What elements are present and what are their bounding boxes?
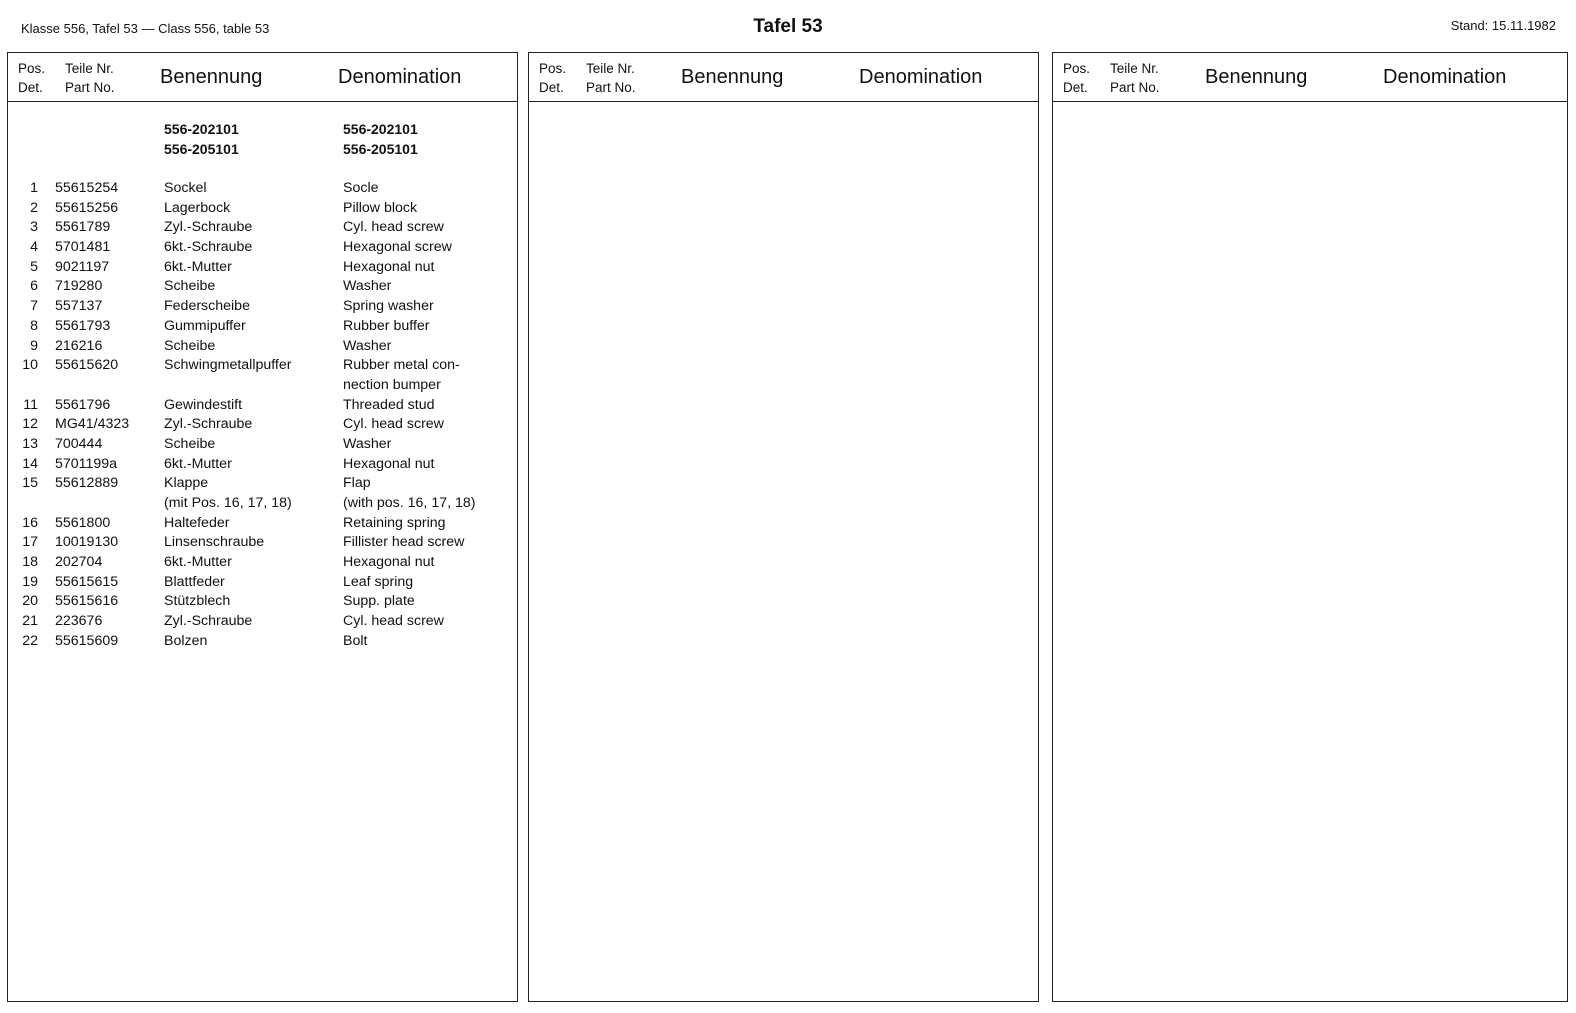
part-number: 55615609 [55,632,119,649]
denomination-text: Bolt [343,632,368,649]
pos-number: 22 [22,632,38,649]
pos-number: 4 [30,239,38,256]
parts-panel-2 [528,52,1039,1002]
denomination-header: Denomination [859,66,983,88]
table-row [8,514,517,534]
table-row [8,218,517,238]
table-row [8,277,517,297]
table-row [8,474,517,513]
benennung-text: Gewindestift [164,396,243,413]
denomination-cell [343,553,435,573]
denomination-cell [343,258,435,278]
column-header [8,53,517,102]
table-row [8,317,517,337]
part-number: 55615256 [55,199,119,216]
benennung-header: Benennung [1205,66,1308,88]
benennung-cell [164,612,252,632]
benennung-text: Haltefeder [164,514,230,531]
benennung-text: Blattfeder [164,573,225,590]
part-header-en: Part No. [1110,80,1160,95]
benennung-cell [164,199,230,219]
benennung-text: Scheibe [164,337,216,354]
pos-number: 8 [30,317,38,334]
column-header [1053,53,1567,102]
table-row [8,455,517,475]
denomination-header: Denomination [1383,66,1507,88]
benennung-cell [164,258,232,278]
denomination-text: Cyl. head screw [343,416,444,433]
benennung-cell [164,553,232,573]
class-table-label: Klasse 556, Tafel 53 — Class 556, table 53 [21,21,270,36]
pos-header-en: Det. [539,80,564,95]
table-row [8,396,517,416]
denomination-text: nection bumper [343,376,441,393]
benennung-text: Sockel [164,180,207,196]
benennung-header: Benennung [681,66,784,88]
benennung-cell [164,356,292,376]
panel-body [8,102,517,1002]
part-number: 55615254 [55,180,119,196]
pos-number: 20 [22,593,38,610]
benennung-cell [164,533,264,553]
pos-number: 15 [22,475,38,492]
pos-header [1063,59,1090,97]
denomination-text: Retaining spring [343,514,446,531]
part-number: 55615616 [55,593,119,610]
denomination-cell [343,533,464,553]
page-title: Tafel 53 [753,16,823,37]
part-number: 700444 [55,435,103,452]
pos-number: 16 [22,514,38,531]
pos-header-en: Det. [18,80,43,95]
part-number: 216216 [55,337,103,354]
part-header [586,59,636,97]
denomination-text: Cyl. head screw [343,219,444,236]
pos-number: 10 [22,357,38,374]
table-row [8,238,517,258]
part-number: 5701199a [55,455,118,472]
pos-header-en: Det. [1063,80,1088,95]
denomination-cell [343,573,413,593]
parts-panel-1 [7,52,518,1002]
table-row [8,179,517,199]
column-header [529,53,1038,102]
pos-header-de: Pos. [539,61,567,76]
pos-number: 5 [30,258,38,275]
part-header [65,59,115,97]
denomination-cell [343,356,460,395]
benennung-text: Zyl.-Schraube [164,613,253,630]
benennung-cell [164,632,207,652]
denomination-text: Supp. plate [343,593,415,610]
subgroup-row [164,139,504,159]
table-row [8,592,517,612]
denomination-text: Flap [343,475,371,492]
denomination-cell [343,592,415,612]
part-number: 5561796 [55,396,111,413]
pos-number: 13 [22,435,38,452]
pos-number: 19 [22,573,38,590]
table-row [8,337,517,357]
pos-number: 2 [30,199,38,216]
benennung-text: Zyl.-Schraube [164,416,253,433]
denomination-text: Hexagonal nut [343,455,435,472]
benennung-text: 6kt.-Schraube [164,239,253,256]
benennung-cell [164,238,252,258]
benennung-cell [164,514,229,534]
denomination-cell [343,612,444,632]
benennung-text: 6kt.-Mutter [164,258,232,275]
table-row [8,199,517,219]
table-row [8,533,517,553]
pos-header-de: Pos. [18,61,46,76]
panel-body-empty [1053,102,1567,1002]
parts-list [8,179,517,652]
part-number: 202704 [55,554,103,571]
part-header-en: Part No. [586,80,636,95]
subgroup-row [164,119,504,139]
benennung-text: Lagerbock [164,199,231,216]
benennung-text: Scheibe [164,435,216,452]
benennung-header: Benennung [160,66,263,88]
benennung-text: Scheibe [164,278,216,295]
benennung-text: Linsenschraube [164,534,265,551]
benennung-text: 6kt.-Mutter [164,554,232,571]
table-row [8,415,517,435]
denomination-text: Washer [343,435,392,452]
part-header-de: Teile Nr. [65,61,114,76]
part-header [1110,59,1160,97]
pos-header [539,59,566,97]
table-row [8,297,517,317]
benennung-cell [164,592,230,612]
parts-panel-3 [1052,52,1568,1002]
pos-number: 14 [22,455,38,472]
benennung-text: Schwingmetallpuffer [164,357,292,374]
denomination-text: Socle [343,180,379,196]
part-number: 223676 [55,613,103,630]
benennung-text: 6kt.-Mutter [164,455,232,472]
benennung-cell [164,317,246,337]
part-number: MG41/4323 [55,416,130,433]
denomination-cell [343,474,476,513]
subgroup-denomination: 556-205101 [343,141,418,157]
benennung-cell [164,415,252,435]
denomination-text: Hexagonal nut [343,258,435,275]
table-row [8,435,517,455]
pos-number: 18 [22,554,38,571]
subgroup-numbers [164,119,504,159]
panel-body-empty [529,102,1038,1002]
part-number: 5561789 [55,219,111,236]
denomination-text: Leaf spring [343,573,414,590]
denomination-cell [343,396,435,416]
benennung-text: (mit Pos. 16, 17, 18) [164,495,292,512]
part-header-de: Teile Nr. [1110,61,1159,76]
benennung-cell [164,435,215,455]
benennung-cell [164,218,252,238]
pos-number: 1 [30,180,38,196]
benennung-cell [164,277,215,297]
pos-header-de: Pos. [1063,61,1091,76]
pos-number: 21 [22,613,38,630]
benennung-cell [164,455,232,475]
denomination-text: Washer [343,337,392,354]
denomination-cell [343,632,367,652]
benennung-cell [164,573,225,593]
part-number: 10019130 [55,534,119,551]
denomination-text: Hexagonal screw [343,239,452,256]
part-number: 719280 [55,278,103,295]
pos-number: 12 [22,416,38,433]
denomination-cell [343,199,417,219]
table-row [8,573,517,593]
benennung-cell [164,179,207,199]
part-number: 55615615 [55,573,119,590]
denomination-text: Hexagonal nut [343,554,435,571]
benennung-cell [164,474,292,513]
table-row [8,612,517,632]
pos-header [18,59,45,97]
denomination-text: Fillister head screw [343,534,465,551]
benennung-cell [164,337,215,357]
part-number: 557137 [55,298,103,315]
subgroup-benennung: 556-202101 [164,121,239,137]
part-number: 5561800 [55,514,111,531]
part-number: 55612889 [55,475,119,492]
benennung-cell [164,297,250,317]
benennung-text: Klappe [164,475,209,492]
denomination-cell [343,238,452,258]
page-header [0,0,1576,52]
denomination-cell [343,455,435,475]
subgroup-denomination: 556-202101 [343,121,418,137]
revision-date: Stand: 15.11.1982 [1450,18,1556,33]
denomination-header: Denomination [338,66,462,88]
subgroup-benennung: 556-205101 [164,141,239,157]
denomination-text: Rubber metal con- [343,357,460,374]
denomination-cell [343,277,391,297]
benennung-text: Bolzen [164,632,208,649]
denomination-text: Washer [343,278,392,295]
table-row [8,632,517,652]
denomination-cell [343,415,444,435]
denomination-text: Pillow block [343,199,418,216]
benennung-text: Zyl.-Schraube [164,219,253,236]
pos-number: 3 [30,219,38,236]
part-number: 55615620 [55,357,119,374]
table-row [8,356,517,395]
pos-number: 7 [30,298,38,315]
denomination-text: Threaded stud [343,396,435,413]
denomination-text: Rubber buffer [343,317,430,334]
denomination-cell [343,337,391,357]
part-number: 5701481 [55,239,111,256]
benennung-text: Federscheibe [164,298,250,315]
table-row [8,258,517,278]
part-header-de: Teile Nr. [586,61,635,76]
denomination-cell [343,297,434,317]
denomination-cell [343,317,430,337]
pos-number: 9 [30,337,38,354]
denomination-cell [343,218,444,238]
benennung-text: Gummipuffer [164,317,246,334]
benennung-cell [164,396,242,416]
denomination-text: Spring washer [343,298,434,315]
pos-number: 11 [23,396,38,413]
denomination-cell [343,514,446,534]
part-header-en: Part No. [65,80,115,95]
denomination-cell [343,179,379,199]
part-number: 5561793 [55,317,111,334]
table-row [8,553,517,573]
pos-number: 17 [22,534,38,551]
part-number: 9021197 [55,258,110,275]
denomination-text: (with pos. 16, 17, 18) [343,495,476,512]
denomination-text: Cyl. head screw [343,613,444,630]
pos-number: 6 [30,278,38,295]
denomination-cell [343,435,391,455]
benennung-text: Stützblech [164,593,231,610]
